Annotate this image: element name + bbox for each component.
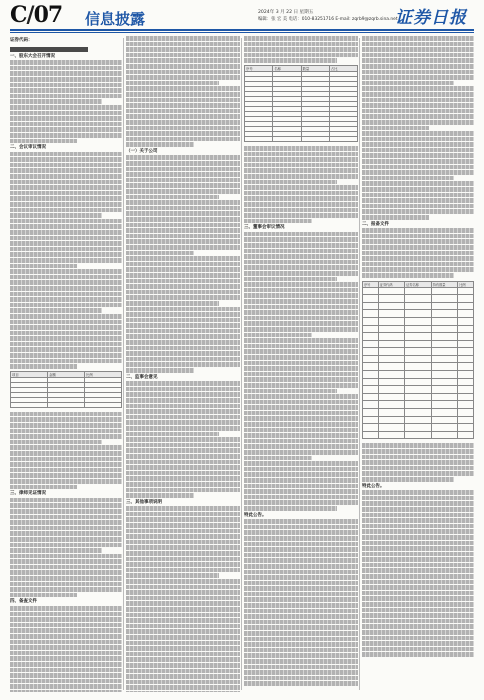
article-label: 二、监事会意见 bbox=[126, 374, 158, 380]
column-2 bbox=[126, 36, 240, 692]
article-label: 三、董事会审议情况 bbox=[244, 225, 285, 231]
page-header bbox=[0, 0, 484, 36]
masthead-logo: 证券日报 bbox=[395, 8, 467, 28]
section-code: C/07 bbox=[10, 2, 63, 28]
editor-line: 编辑：张 宏 美 电话：010-83251716 E-mail: zqrb9@zqrb.sina.net bbox=[258, 17, 398, 22]
article-label: 一、股东大会召开情况 bbox=[10, 53, 55, 59]
column-4 bbox=[362, 36, 474, 692]
article-label: 二、报备文件 bbox=[362, 221, 389, 227]
column-divider bbox=[123, 38, 124, 690]
article-label: 三、其他事项说明 bbox=[126, 499, 162, 505]
data-table: 项目 金额 比例 bbox=[10, 371, 122, 408]
section-number: 07 bbox=[33, 2, 63, 28]
article-label: 三、律师见证情况 bbox=[10, 491, 46, 497]
header-rule-thin bbox=[10, 32, 474, 33]
data-table: 序号 名称 数量 占比 bbox=[244, 65, 358, 142]
column-divider bbox=[241, 38, 242, 690]
section-name: 信息披露 bbox=[85, 10, 146, 28]
article-label: 四、备查文件 bbox=[10, 599, 37, 605]
article-heading bbox=[10, 47, 88, 52]
header-rule bbox=[10, 29, 474, 31]
column-divider bbox=[359, 38, 360, 690]
data-table: 序号 证券代码 证券名称 持有数量 比例 bbox=[362, 281, 474, 440]
column-1 bbox=[10, 36, 122, 692]
article-label: 证券代码： bbox=[10, 38, 33, 43]
article-label: 特此公告。 bbox=[362, 483, 385, 489]
date-line: 2024年 3 月 22 日 星期五 bbox=[258, 10, 314, 15]
section-letter: C bbox=[10, 2, 27, 28]
article-label: 特此公告。 bbox=[244, 512, 267, 518]
article-label: 二、会议审议情况 bbox=[10, 145, 46, 151]
article-label: （一）关于公司 bbox=[126, 148, 158, 154]
column-3 bbox=[244, 36, 358, 692]
